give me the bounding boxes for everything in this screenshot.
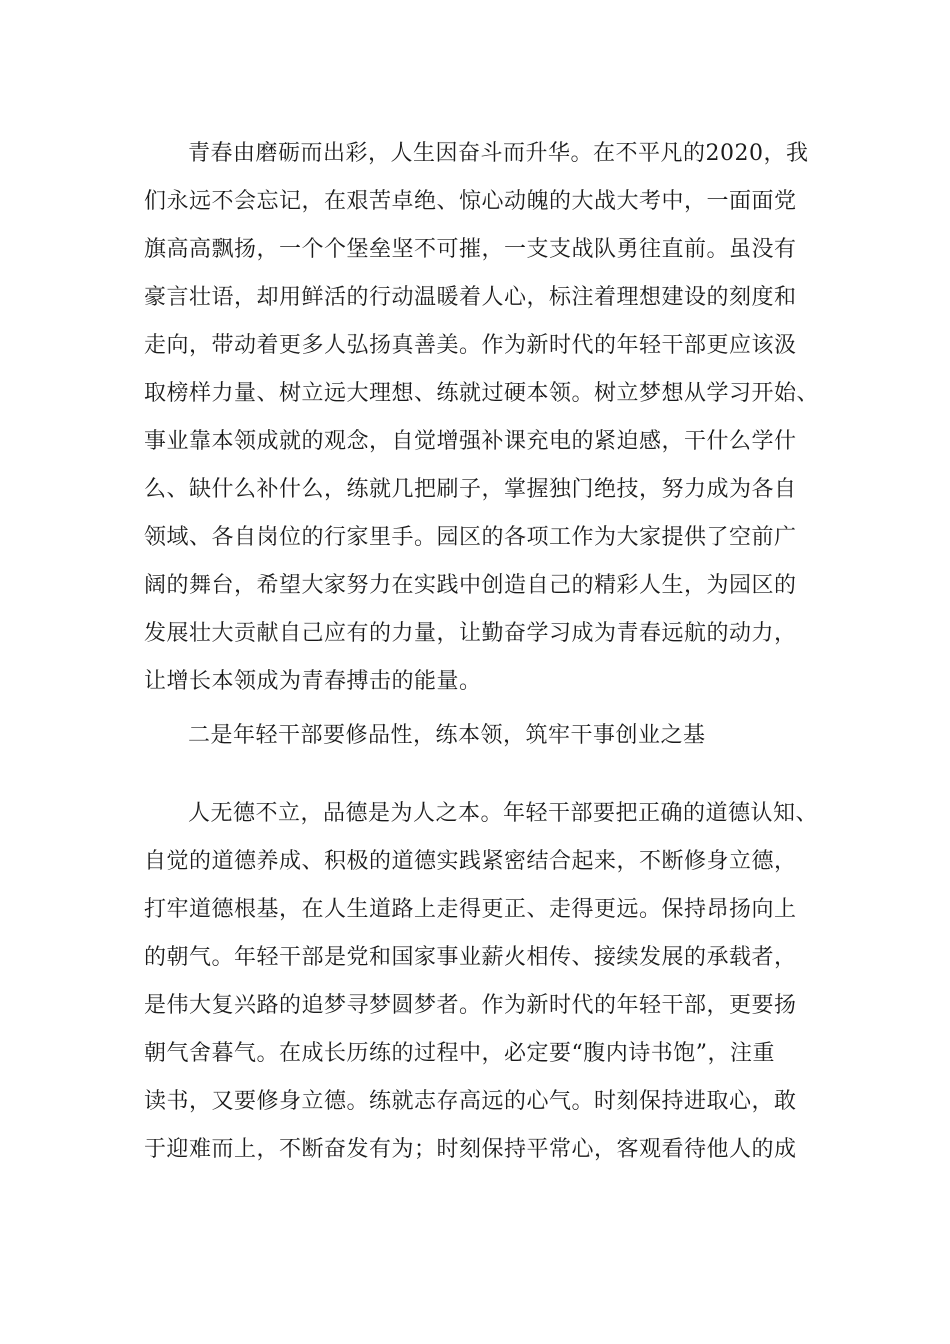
text-line: 旗高高飘扬，一个个堡垒坚不可摧，一支支战队勇往直前。虽没有	[144, 237, 797, 262]
section-heading	[144, 712, 804, 760]
text-line: 的朝气。年轻干部是党和国家事业薪火相传、接续发展的承载者，	[144, 945, 797, 970]
text-line: 人无德不立，品德是为人之本。年轻干部要把正确的道德认知、	[188, 801, 819, 826]
text-line: 让增长本领成为青春搏击的能量。	[144, 669, 482, 694]
text-line: 走向，带动着更多人弘扬真善美。作为新时代的年轻干部更应该汲	[144, 333, 797, 358]
paragraph-morality	[144, 790, 819, 1174]
text-line: 于迎难而上，不断奋发有为；时刻保持平常心，客观看待他人的成	[144, 1137, 797, 1162]
text-line: 领域、各自岗位的行家里手。园区的各项工作为大家提供了空前广	[144, 525, 797, 550]
text-line: 么、缺什么补什么，练就几把刷子，掌握独门绝技，努力成为各自	[144, 477, 797, 502]
text-line: 阔的舞台，希望大家努力在实践中创造自己的精彩人生，为园区的	[144, 573, 797, 598]
paragraph-youth	[144, 130, 820, 706]
text-line: 朝气舍暮气。在成长历练的过程中，必定要“腹内诗书饱”，注重	[144, 1041, 775, 1066]
text-line: 发展壮大贡献自己应有的力量，让勤奋学习成为青春远航的动力，	[144, 621, 797, 646]
text-line: 取榜样力量、树立远大理想、练就过硬本领。树立梦想从学习开始、	[144, 381, 820, 406]
text-line: 是伟大复兴路的追梦寻梦圆梦者。作为新时代的年轻干部，更要扬	[144, 993, 797, 1018]
text-line: 打牢道德根基，在人生道路上走得更正、走得更远。保持昂扬向上	[144, 897, 797, 922]
text-line: 豪言壮语，却用鲜活的行动温暖着人心，标注着理想建设的刻度和	[144, 285, 797, 310]
text-line: 读书，又要修身立德。练就志存高远的心气。时刻保持进取心，敢	[144, 1089, 797, 1114]
heading-line: 二是年轻干部要修品性，练本领，筑牢干事创业之基	[188, 723, 706, 748]
text-line: 事业靠本领成就的观念，自觉增强补课充电的紧迫感，干什么学什	[144, 429, 797, 454]
text-line: 自觉的道德养成、积极的道德实践紧密结合起来，不断修身立德，	[144, 849, 797, 874]
text-line: 青春由磨砺而出彩，人生因奋斗而升华。在不平凡的2020，我	[188, 141, 809, 166]
text-line: 们永远不会忘记，在艰苦卓绝、惊心动魄的大战大考中，一面面党	[144, 189, 797, 214]
